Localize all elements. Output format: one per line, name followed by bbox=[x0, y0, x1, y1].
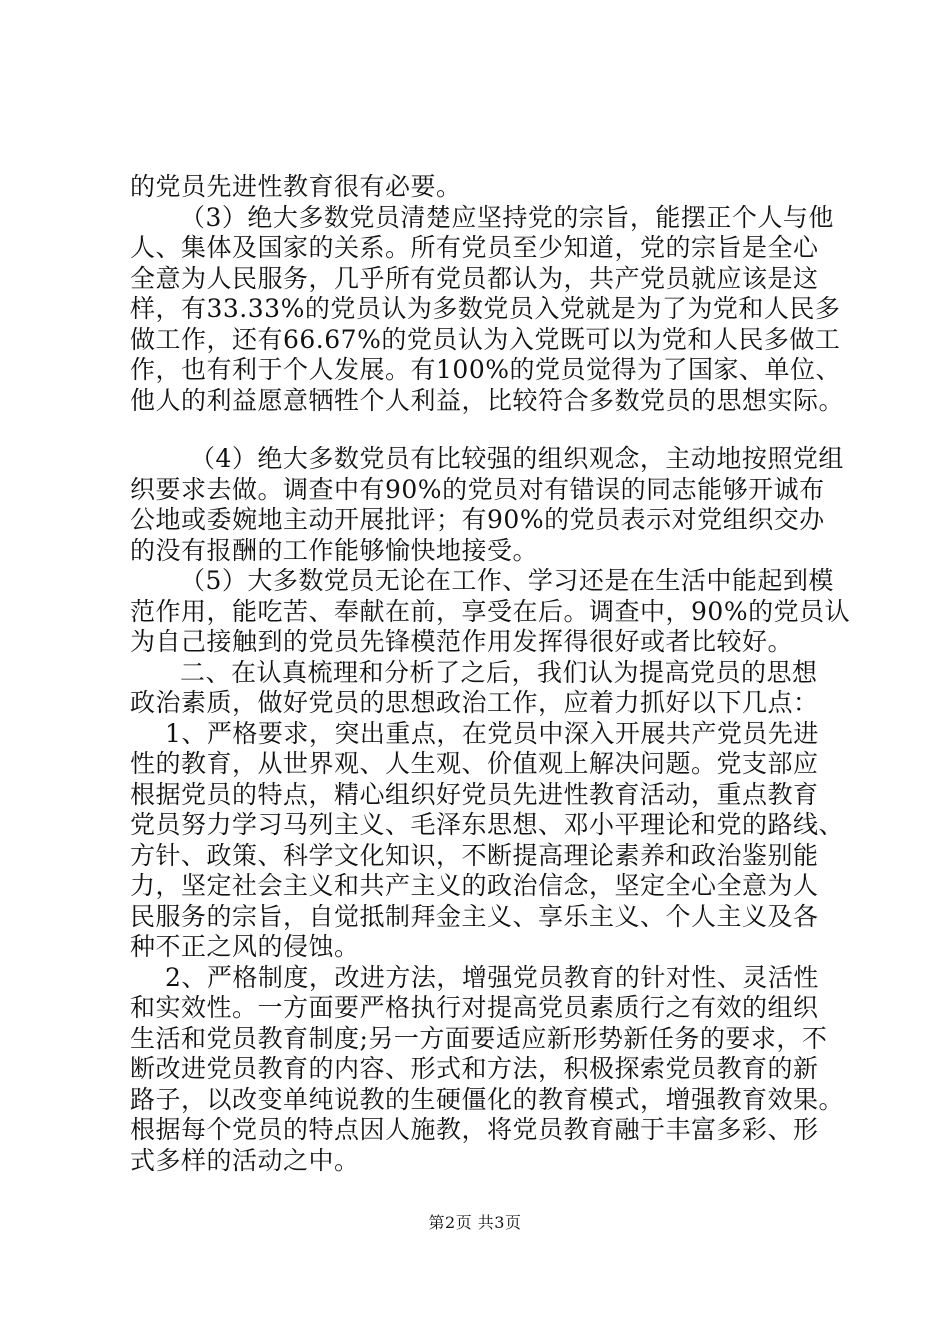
text-line: 做工作，还有66.67%的党员认为入党既可以为党和人民多做工 bbox=[130, 324, 841, 354]
text-line: 织要求去做。调查中有90%的党员对有错误的同志能够开诚布 bbox=[130, 474, 825, 504]
text-line: 方针、政策、科学文化知识，不断提高理论素养和政治鉴别能 bbox=[130, 840, 819, 870]
text-line: 范作用，能吃苦、奉献在前，享受在后。调查中，90%的党员认 bbox=[130, 596, 851, 626]
text-line: 作，也有利于个人发展。有100%的党员觉得为了国家、单位、 bbox=[130, 355, 841, 384]
text-line: （3）绝大多数党员清楚应坚持党的宗旨，能摆正个人与他 bbox=[180, 202, 834, 232]
text-line: 的党员先进性教育很有必要。 bbox=[130, 172, 462, 201]
text-line: 式多样的活动之中。 bbox=[130, 1145, 360, 1175]
text-line: 政治素质，做好党员的思想政治工作，应着力抓好以下几点： bbox=[130, 688, 819, 717]
text-line: 公地或委婉地主动开展批评；有90%的党员表示对党组织交办 bbox=[130, 505, 825, 534]
text-line: 1、严格要求，突出重点，在党员中深入开展共产党员先进 bbox=[165, 718, 819, 748]
text-line: 他人的利益愿意牺牲个人利益，比较符合多数党员的思想实际。 bbox=[130, 385, 845, 415]
text-line: 为自己接触到的党员先锋模范作用发挥得很好或者比较好。 bbox=[130, 627, 794, 656]
text-line: 的没有报酬的工作能够愉快地接受。 bbox=[130, 535, 539, 565]
text-line: （5）大多数党员无论在工作、学习还是在生活中能起到模 bbox=[180, 566, 834, 595]
page-number-footer: 第2页 共3页 bbox=[428, 1213, 522, 1232]
text-line: 生活和党员教育制度;另一方面要适应新形势新任务的要求，不 bbox=[130, 1023, 828, 1053]
text-line: 路子，以改变单纯说教的生硬僵化的教育模式，增强教育效果。 bbox=[130, 1084, 845, 1114]
text-line: 种不正之风的侵蚀。 bbox=[130, 932, 360, 961]
text-line: 二、在认真梳理和分析了之后，我们认为提高党员的思想 bbox=[180, 657, 818, 687]
text-line: 人、集体及国家的关系。所有党员至少知道，党的宗旨是全心 bbox=[130, 233, 819, 262]
text-line: 和实效性。一方面要严格执行对提高党员素质行之有效的组织 bbox=[130, 993, 819, 1022]
text-line: 根据每个党员的特点因人施教，将党员教育融于丰富多彩、形 bbox=[130, 1115, 819, 1144]
text-line: 根据党员的特点，精心组织好党员先进性教育活动，重点教育 bbox=[130, 779, 819, 809]
text-line: 全意为人民服务，几乎所有党员都认为，共产党员就应该是这 bbox=[130, 263, 819, 293]
text-line: 党员努力学习马列主义、毛泽东思想、邓小平理论和党的路线、 bbox=[130, 810, 845, 839]
text-line: 民服务的宗旨，自觉抵制拜金主义、享乐主义、个人主义及各 bbox=[130, 901, 819, 931]
text-line: （4）绝大多数党员有比较强的组织观念，主动地按照党组 bbox=[190, 444, 844, 473]
text-line: 2、严格制度，改进方法，增强党员教育的针对性、灵活性 bbox=[165, 962, 819, 992]
text-line: 力，坚定社会主义和共产主义的政治信念，坚定全心全意为人 bbox=[130, 871, 819, 900]
text-line: 样，有33.33%的党员认为多数党员入党就是为了为党和人民多 bbox=[130, 294, 841, 323]
text-line: 断改进党员教育的内容、形式和方法，积极探索党员教育的新 bbox=[130, 1054, 819, 1083]
text-line: 性的教育，从世界观、人生观、价值观上解决问题。党支部应 bbox=[130, 749, 819, 778]
